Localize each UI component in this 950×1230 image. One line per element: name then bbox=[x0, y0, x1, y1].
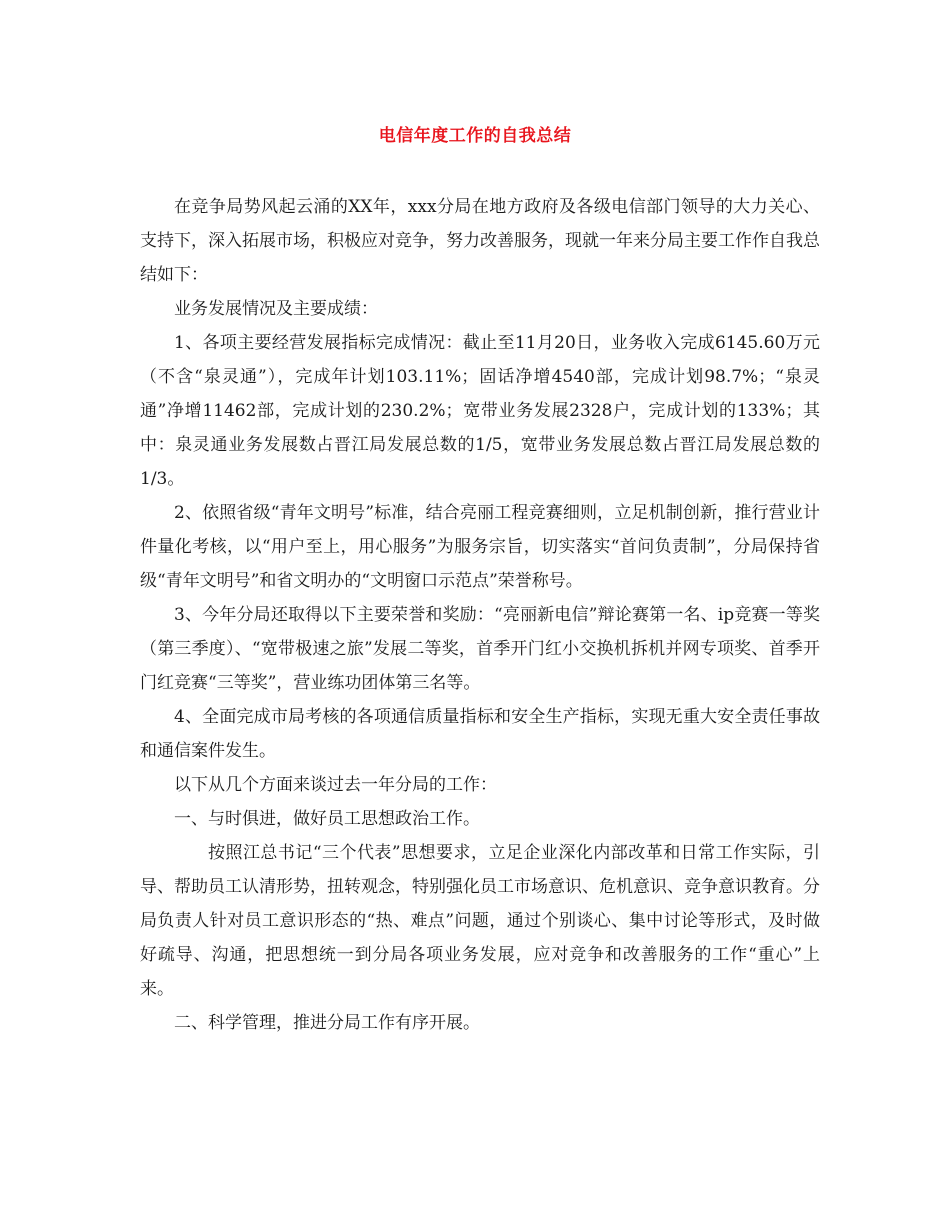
document-title: 电信年度工作的自我总结 bbox=[378, 126, 572, 146]
section-heading-2: 二、科学管理，推进分局工作有序开展。 bbox=[174, 1013, 480, 1033]
section-heading-1: 一、与时俱进，做好员工思想政治工作。 bbox=[174, 809, 480, 829]
paragraph-item-4: 4、全面完成市局考核的各项通信质量指标和安全生产指标，实现无重大安全责任事故和通信案件发生。 bbox=[140, 707, 820, 761]
paragraph-item-2: 2、依照省级“青年文明号”标准，结合亮丽工程竞赛细则，立足机制创新，推行营业计件量化考核，以“用户至上，用心服务”为服务宗旨，切实落实“首问负责制”，分局保持省级“青年文明号”和省文明办的“文明窗口示范点”荣誉称号。 bbox=[140, 503, 820, 591]
document-body bbox=[140, 190, 820, 1040]
paragraph-achievements-heading: 业务发展情况及主要成绩： bbox=[174, 299, 378, 319]
paragraph-intro: 在竞争局势风起云涌的XX年，xxx分局在地方政府及各级电信部门领导的大力关心、支持下，深入拓展市场，积极应对竞争，努力改善服务，现就一年来分局主要工作作自我总结如下： bbox=[140, 197, 820, 285]
paragraph-item-3: 3、今年分局还取得以下主要荣誉和奖励：“亮丽新电信”辩论赛第一名、ip竞赛一等奖（第三季度）、“宽带极速之旅”发展二等奖，首季开门红小交换机拆机并网专项奖、首季开门红竞赛“三等奖”，营业练功团体第三名等。 bbox=[140, 605, 820, 693]
paragraph-transition: 以下从几个方面来谈过去一年分局的工作： bbox=[174, 775, 497, 795]
paragraph-section-1-body: 按照江总书记“三个代表”思想要求，立足企业深化内部改革和日常工作实际，引导、帮助员工认清形势，扭转观念，特别强化员工市场意识、危机意识、竞争意识教育。分局负责人针对员工意识形态的“热、难点”问题，通过个别谈心、集中讨论等形式，及时做好疏导、沟通，把思想统一到分局各项业务发展，应对竞争和改善服务的工作“重心”上来。 bbox=[140, 843, 820, 999]
paragraph-item-1: 1、各项主要经营发展指标完成情况：截止至11月20日，业务收入完成6145.60万元（不含“泉灵通”），完成年计划103.11%；固话净增4540部，完成计划98.7%；“泉灵通”净增11462部，完成计划的230.2%；宽带业务发展2328户，完成计划的133%；其中：泉灵通业务发展数占晋江局发展总数的1/5，宽带业务发展总数占晋江局发展总数的1/3。 bbox=[140, 333, 820, 489]
